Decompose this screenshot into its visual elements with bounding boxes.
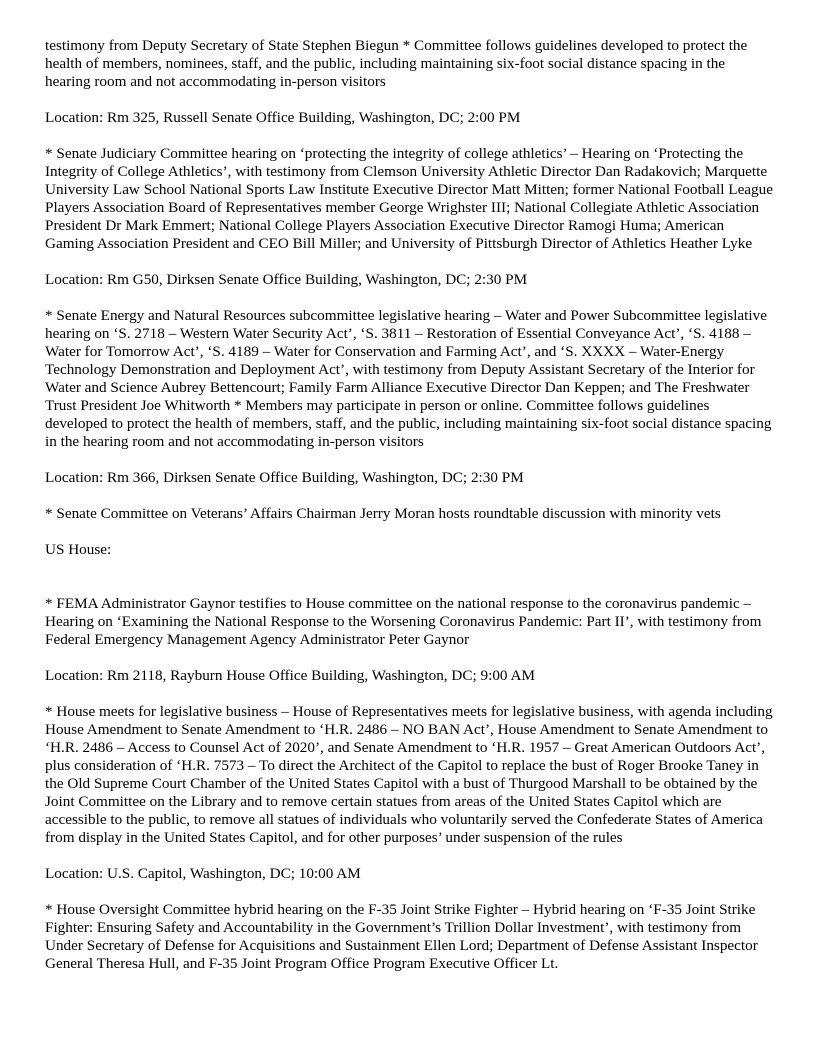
document-page bbox=[45, 37, 773, 991]
location-rayburn-2118: Location: Rm 2118, Rayburn House Office Building, Washington, DC; 9:00 AM bbox=[45, 667, 535, 684]
paragraph-f35-hearing: * House Oversight Committee hybrid hearing on the F-35 Joint Strike Fighter – Hybrid hearing on ‘F-35 Joint Strike Fighter: Ensuring Safety and Accountability in the Government’s Trillion Dollar Investment’, with testimony from Under Secretary of Defense for Acquisitions and Sustainment Ellen Lord; Department of Defense Assistant Inspector General Theresa Hull, and F-35 Joint Program Office Program Executive Officer Lt. bbox=[45, 901, 758, 972]
blank-line bbox=[45, 577, 773, 595]
location-dirksen-g50: Location: Rm G50, Dirksen Senate Office Building, Washington, DC; 2:30 PM bbox=[45, 271, 528, 288]
paragraph-judiciary-college-athletics: * Senate Judiciary Committee hearing on ‘protecting the integrity of college athletics’ – Hearing on ‘Protecting the Integrity of College Athletics’, with testimony from Clemson University Athletic Director Dan Radakovich; Marquette University Law School National Sports Law Institute Executive Director Matt Mitten; former National Football League Players Association Board of Representatives member George Wrighster III; National Collegiate Athletic Association President Dr Mark Emmert; National College Players Association Executive Director Ramogi Huma; American Gaming Association President and CEO Bill Miller; and University of Pittsburgh Director of Athletics Heather Lyke bbox=[45, 145, 773, 252]
paragraph-energy-water-subcommittee: * Senate Energy and Natural Resources subcommittee legislative hearing – Water and Power Subcommittee legislative hearing on ‘S. 2718 – Western Water Security Act’, ‘S. 3811 – Restoration of Essential Conveyance Act’, ‘S. 4188 – Water for Tomorrow Act’, ‘S. 4189 – Water for Conservation and Farming Act’, and ‘S. XXXX – Water-Energy Technology Demonstration and Deployment Act’, with testimony from Deputy Assistant Secretary of the Interior for Water and Science Aubrey Bettencourt; Family Farm Alliance Executive Director Dan Keppen; and The Freshwater Trust President Joe Whitworth * Members may participate in person or online. Committee follows guidelines developed to protect the health of members, staff, and the public, including maintaining six-foot social distance spacing in the hearing room and not accommodating in-person visitors bbox=[45, 307, 772, 450]
paragraph-veterans-affairs-roundtable: * Senate Committee on Veterans’ Affairs Chairman Jerry Moran hosts roundtable discussion with minority vets bbox=[45, 505, 721, 522]
section-heading-us-house: US House: bbox=[45, 541, 112, 558]
location-russell-325: Location: Rm 325, Russell Senate Office Building, Washington, DC; 2:00 PM bbox=[45, 109, 521, 126]
paragraph-fema-testimony: * FEMA Administrator Gaynor testifies to House committee on the national response to the coronavirus pandemic – Hearing on ‘Examining the National Response to the Worsening Coronavirus Pandemic: Part II’, with testimony from Federal Emergency Management Agency Administrator Peter Gaynor bbox=[45, 595, 762, 648]
location-us-capitol: Location: U.S. Capitol, Washington, DC; 10:00 AM bbox=[45, 865, 361, 882]
paragraph-state-dept-testimony: testimony from Deputy Secretary of State Stephen Biegun * Committee follows guidelines developed to protect the health of members, nominees, staff, and the public, including maintaining six-foot social distance spacing in the hearing room and not accommodating in-person visitors bbox=[45, 37, 748, 90]
paragraph-house-legislative-business: * House meets for legislative business – House of Representatives meets for legislative business, with agenda including House Amendment to Senate Amendment to ‘H.R. 2486 – NO BAN Act’, House Amendment to Senate Amendment to ‘H.R. 2486 – Access to Counsel Act of 2020’, and Senate Amendment to ‘H.R. 1957 – Great American Outdoors Act’, plus consideration of ‘H.R. 7573 – To direct the Architect of the Capitol to replace the bust of Roger Brooke Taney in the Old Supreme Court Chamber of the United States Capitol with a bust of Thurgood Marshall to be obtained by the Joint Committee on the Library and to remove certain statues from areas of the United States Capitol which are accessible to the public, to remove all statues of individuals who voluntarily served the Confederate States of America from display in the United States Capitol, and for other purposes’ under suspension of the rules bbox=[45, 703, 773, 846]
location-dirksen-366: Location: Rm 366, Dirksen Senate Office Building, Washington, DC; 2:30 PM bbox=[45, 469, 524, 486]
